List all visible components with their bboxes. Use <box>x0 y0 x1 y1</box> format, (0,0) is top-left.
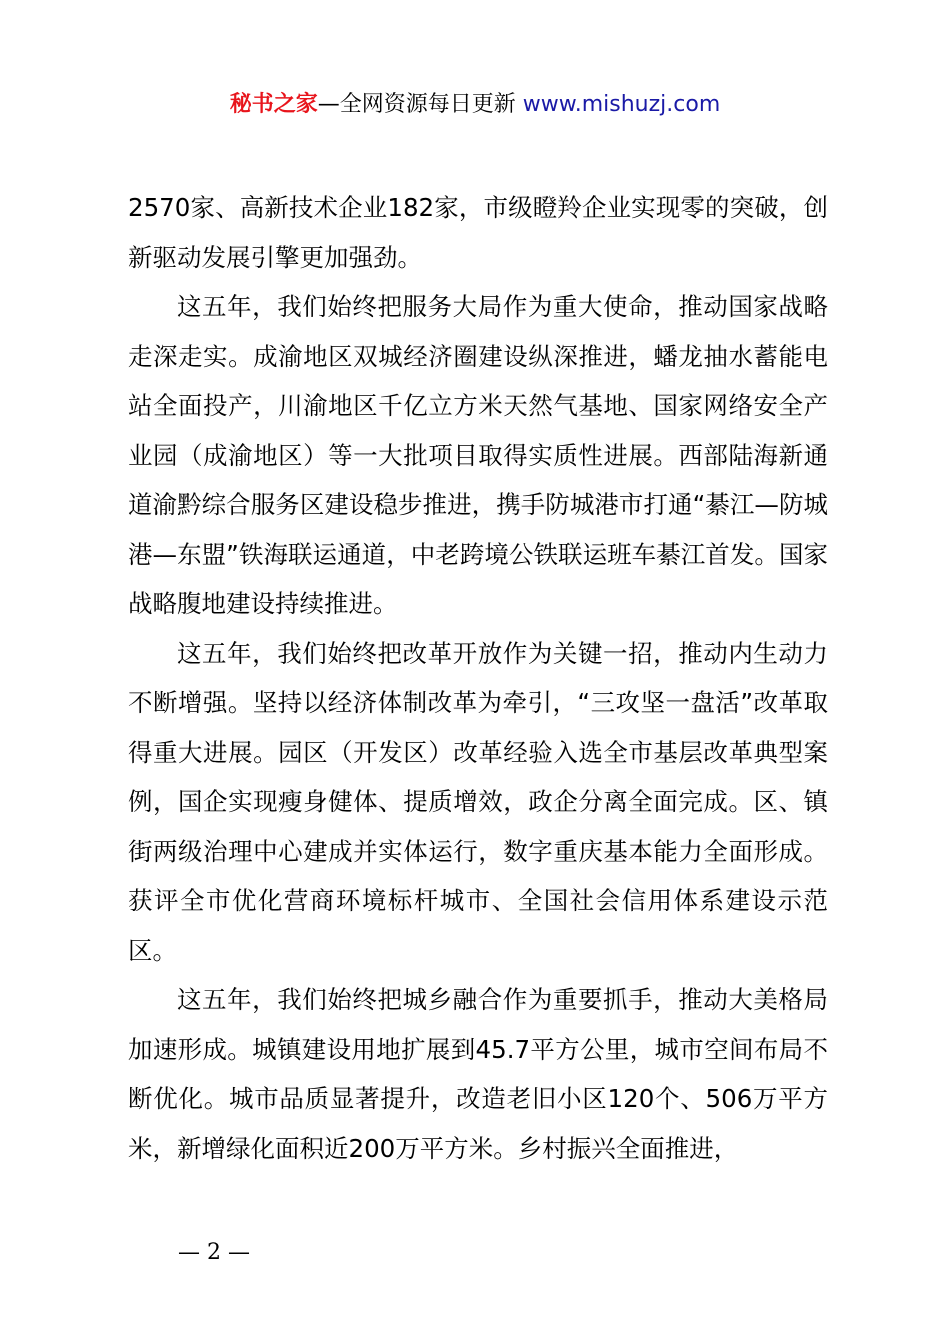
document-body <box>128 183 828 1173</box>
brand-name: 秘书之家 <box>229 92 318 117</box>
paragraph-reform-opening: 这五年，我们始终把改革开放作为关键一招，推动内生动力不断增强。坚持以经济体制改革为牵引，“三攻坚一盘活”改革取得重大进展。园区（开发区）改革经验入选全市基层改革典型案例，国企实现瘦身健体、提质增效，政企分离全面完成。区、镇街两级治理中心建成并实体运行，数字重庆基本能力全面形成。获评全市优化营商环境标杆城市、全国社会信用体系建设示范区。 <box>128 638 828 965</box>
page-number: — 2 — <box>178 1240 250 1265</box>
paragraph-urban-rural: 这五年，我们始终把城乡融合作为重要抓手，推动大美格局加速形成。城镇建设用地扩展到45.7平方公里，城市空间布局不断优化。城市品质显著提升，改造老旧小区120个、506万平方米，新增绿化面积近200万平方米。乡村振兴全面推进， <box>128 985 828 1163</box>
paragraph-continuation: 2570家、高新技术企业182家，市级瞪羚企业实现零的突破，创新驱动发展引擎更加强劲。 <box>128 193 828 272</box>
paragraph-national-strategy: 这五年，我们始终把服务大局作为重大使命，推动国家战略走深走实。成渝地区双城经济圈建设纵深推进，蟠龙抽水蓄能电站全面投产，川渝地区千亿立方米天然气基地、国家网络安全产业园（成渝地区）等一大批项目取得实质性进展。西部陆海新通道渝黔综合服务区建设稳步推进，携手防城港市打通“綦江—防城港—东盟”铁海联运通道，中老跨境公铁联运班车綦江首发。国家战略腹地建设持续推进。 <box>128 292 828 618</box>
header-tagline: —全网资源每日更新 <box>317 92 516 117</box>
site-url-link[interactable]: www.mishuzj.com <box>522 92 721 117</box>
page-header <box>0 88 950 122</box>
